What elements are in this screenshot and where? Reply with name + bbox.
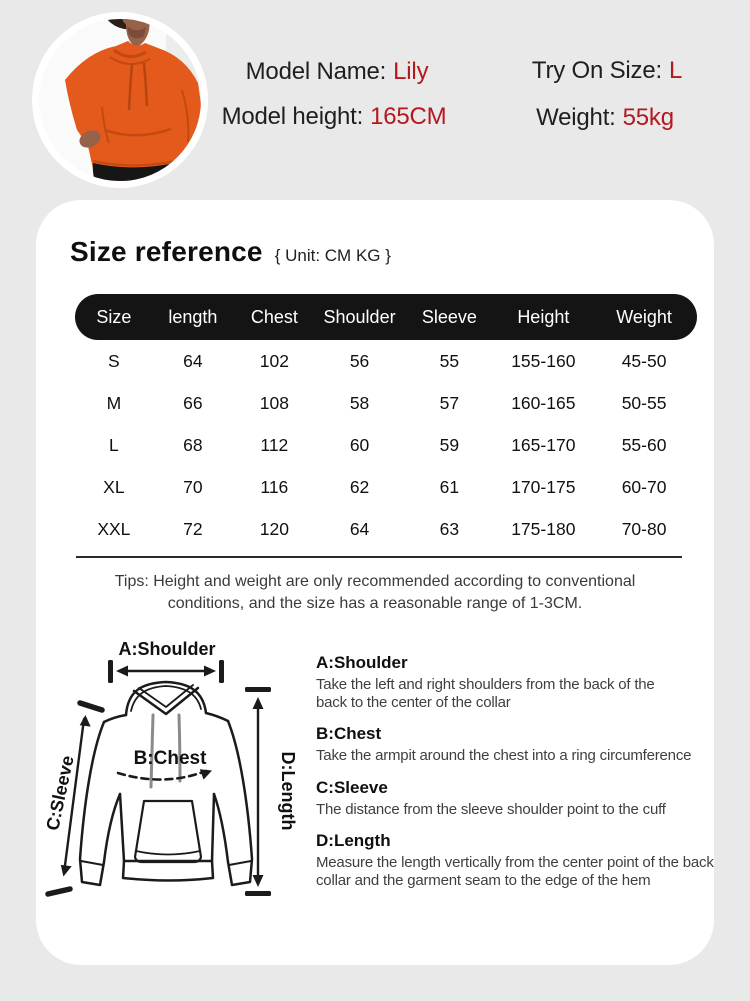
cell-length: 72 [183,518,203,539]
cell-height: 160-165 [511,392,576,413]
cell-size: S [108,350,120,371]
model-weight-value: 55kg [622,104,674,131]
cell-height: 165-170 [511,434,576,455]
tips-text [65,571,685,615]
table-header-row [75,294,697,340]
cell-height: 155-160 [511,350,576,371]
cell-chest: 120 [259,518,289,539]
guide-desc-sleeve: The distance from the sleeve shoulder point to the cuff [316,800,666,818]
tips-line2: conditions, and the size has a reasonable range of 1-3CM. [167,595,583,612]
cell-sleeve: 55 [439,350,460,371]
cell-weight: 45-50 [621,350,667,371]
cell-weight: 50-55 [621,392,667,413]
model-photo [32,12,208,188]
cell-chest: 116 [260,476,289,497]
cell-chest: 108 [259,392,289,413]
cell-weight: 60-70 [621,476,667,497]
table-row [75,340,697,382]
diagram-label-shoulder: A:Shoulder [118,639,216,659]
table-row [75,466,697,508]
diagram-label-chest: B:Chest [133,748,207,769]
tips-line1: Tips: Height and weight are only recommended according to conventional [114,573,636,590]
cell-shoulder: 64 [349,518,370,539]
guide-desc-chest: Take the armpit around the chest into a ring circumference [316,747,692,764]
size-table-body [75,340,697,550]
cell-sleeve: 61 [439,476,460,497]
model-height-value: 165CM [370,103,447,130]
header-weight: Weight [616,306,672,327]
cell-sleeve: 57 [439,392,460,413]
cell-length: 70 [183,476,203,497]
try-on-size-field [487,57,727,85]
header-length: length [168,306,218,327]
cell-length: 66 [183,392,203,413]
diagram-label-length: D:Length [278,751,298,831]
diagram-label-sleeve: C:Sleeve [42,753,78,833]
header-shoulder: Shoulder [323,306,396,327]
cell-weight: 55-60 [621,434,667,455]
cell-shoulder: 56 [349,350,370,371]
model-name-value: Lily [393,58,429,85]
cell-shoulder: 58 [349,392,370,413]
hoodie-measure-diagram [40,633,320,918]
try-on-size-value: L [668,57,683,84]
guide-title-length: D:Length [316,831,391,850]
size-reference-card [36,200,714,965]
model-weight-field [485,104,725,132]
model-name-label: Model Name: [245,58,387,85]
cell-shoulder: 62 [349,476,370,497]
cell-length: 68 [183,434,203,455]
cell-chest: 112 [260,434,289,455]
cell-weight: 70-80 [621,518,667,539]
header-size: Size [96,306,132,327]
guide-desc-shoulder: Take the left and right shoulders from the back of the back to the center of the collar [316,676,655,711]
cell-shoulder: 60 [349,434,370,455]
page-title: Size reference [70,236,263,267]
model-weight-label: Weight: [536,104,616,131]
cell-size: L [109,434,119,455]
cell-sleeve: 63 [439,518,460,539]
cell-size: XXL [97,518,131,539]
guide-title-sleeve: C:Sleeve [316,777,388,797]
title-row [70,236,391,268]
unit-note: { Unit: CM KG } [274,246,391,265]
model-height-label: Model height: [221,103,364,130]
table-row [75,424,697,466]
table-row [75,508,697,550]
table-row [75,382,697,424]
guide-title-chest: B:Chest [316,724,382,743]
cell-size: M [106,392,122,413]
header-sleeve: Sleeve [421,306,477,327]
header-chest: Chest [250,306,298,327]
guide-title-shoulder: A:Shoulder [316,653,408,672]
cell-sleeve: 59 [439,434,460,455]
table-bottom-divider [76,556,682,558]
header-height: Height [517,306,570,327]
try-on-size-label: Try On Size: [531,57,662,84]
cell-size: XL [103,476,125,497]
cell-height: 170-175 [511,476,576,497]
model-height-field [184,103,484,131]
cell-length: 64 [183,350,203,371]
model-name-field [187,58,487,86]
model-photo-illustration [32,12,208,188]
cell-height: 175-180 [511,518,576,539]
measure-guide [316,653,718,902]
guide-desc-length: Measure the length vertically from the center point of the back collar and the garment seam to the edge of the hem [316,854,714,889]
cell-chest: 102 [259,350,289,371]
